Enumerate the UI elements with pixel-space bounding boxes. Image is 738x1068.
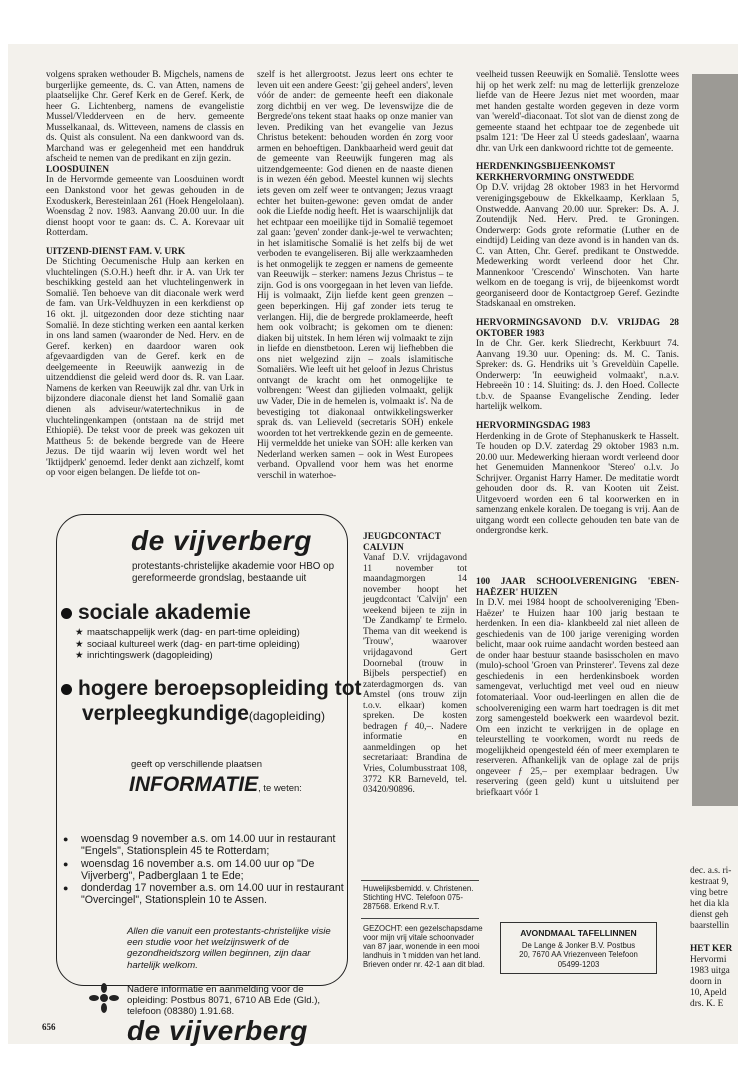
list-item: ★ sociaal kultureel werk (dag- en part-time opleiding)	[75, 638, 300, 650]
adjacent-fragment: HET KER	[690, 944, 733, 954]
separator-line	[361, 880, 479, 881]
adjacent-fragment: kestraat 9,	[690, 877, 729, 887]
adjacent-page-photo	[692, 74, 738, 806]
adjacent-fragment: doorn in	[690, 977, 722, 987]
adjacent-fragment: 10, Apeld	[690, 988, 727, 998]
huwelijk-ad-text: Huwelijksbemidd. v. Christenen. Stichting HVC. Telefoon 075-287568. Erkend R.v.T.	[363, 884, 474, 912]
ad-order-info: Nadere informatie en aanmelding voor de opleiding: Postbus 8071, 6710 AB Ede (Gld.), telefoon (08380) 1.91.68.	[127, 984, 321, 1018]
gezocht-ad-text: GEZOCHT: een gezelschapsdame voor mijn vrij vitale schoonvader van 87 jaar, wonende in een mooi landhuis in 't midden van het land. Brieven onder nr. 42-1 aan dit blad.	[363, 924, 485, 970]
ad-hbo-line1: hogere beroepsopleiding tot	[61, 677, 362, 701]
column-3	[476, 70, 679, 860]
avondmaal-ad	[500, 922, 657, 974]
avondmaal-title: AVONDMAAL TAFELLINNEN	[520, 928, 637, 938]
heading-hervormingsdag: HERVORMINGSDAG 1983	[476, 420, 591, 431]
col1-uitzend: De Stichting Oecumenische Hulp aan kerken en vluchtelingen (S.O.H.) heeft dhr. ir A. van Urk ter beschikking gesteld aan het vluchtelingenwerk in Somalië. Ten behoeve van dit diaconale werk werd de fam. van Urk-Veldhuyzen in een kerkdienst op 16 okt. jl. uitgezonden door deze stichting naar Somalië. In deze stichting werken een aantal kerken in ons land samen (waaronder de Ned. Herv. en de Geref. kerken) en daardoor waren ook afgevaardigden van de Geref. kerk en de deelgemeente in Reeuwijk aanwezig in de uitzenddienst die geleid werd door ds. R. van Laar. Namens de kerken van Reeuwijk zal dhr. van Urk in bijzondere diaconale dienst het land Somalië gaan dienen als adviseur/watertechnikus in de vluchtelingenkampen (ontstaan na de strijd met Ethiopië). De tekst voor de preek was gekozen uit Mattheus 5: de bekende bergrede van de Heere Jezus. De tijd waarin wij leven wordt wel het 'Iktijdperk' genoemd. Ieder denkt aan zichzelf, komt op voor eigen belangen. De liefde tot on-	[46, 257, 244, 479]
list-item: ★ inrichtingswerk (dagopleiding)	[75, 650, 213, 662]
column-jeugdcontact	[363, 532, 467, 796]
col3-sliedrecht: In de Chr. Ger. kerk Sliedrecht, Kerkbuurt 74. Aanvang 19.30 uur. Opening: ds. M. C. Tanis. Spreker: ds. G. Hendriks uit 's Greveldùin Capelle. Onderwerp: 'In eeuwigheid volmaakt', n.a.v. Hebreeën 10 : 14. Sluiting: ds. J. den Hoed. Collecte t.b.v. de Spaanse Evangelische Zending. Ieder hartelijk welkom.	[476, 339, 679, 413]
adjacent-fragment: Hervormi	[690, 955, 727, 965]
list-item: ★ maatschappelijk werk (dag- en part-time opleiding)	[75, 627, 300, 638]
separator-line	[361, 918, 479, 919]
column-1	[46, 70, 244, 479]
col3-intro: veelheid tussen Reeuwijk en Somalië. Tenslotte wees hij op het werk zelf: nu mag de letterlijk grenzeloze liefde van de Heere Jezus niet met woorden, maar met handen gestalte worden gegeven in deze vorm van 'wereld'-diaconaat. Tot slot van de dienst zong de gemeente staand het echtpaar toe de zegenbede uit psalm 121: 'De Heer zal U steeds gadeslaan', waarna dhr. van Urk een dankwoord richtte tot de gemeente.	[476, 70, 679, 154]
col3-huizen: In D.V. mei 1984 hoopt de schoolvereniging 'Eben- Haëzer' te Huizen haar 100 jarig bestaan te herdenken. In een dia- klankbeeld zal niet alleen de geschiedenis van de 100 jarige vereniging worden belicht, maar ook ruime aandacht worden besteed aan de onder haar bestuur staande basisscholen en mavo (mulo)-school 'Groen van Prinsterer'. Tevens zal deze geschiedenis in een herdenkinsboek worden samengevat, verluchtigd met veel oud en nieuw fotomateriaal. Voor oud-leerlingen en allen die de schoolvereniging een warm hart toedragen is dit met zorg samengesteld boekwerk een waardevol bezit. Om een inzicht te verkrijgen in de oplage en teleurstelling te voorkomen, wordt nu reeds de mogelijkheid opengesteld één of meer exemplaren te reserveren. Afhankelijk van de oplage zal de prijs ongeveer ƒ 25,– per exemplaar bedragen. Uw reservering (geen geld) kunt u uitsluitend per briefkaart vóór 1	[476, 598, 679, 798]
sociale-label: sociale akademie	[78, 601, 251, 624]
adjacent-fragment: baarstellin	[690, 921, 730, 931]
star-icon: ★	[75, 638, 84, 650]
adjacent-fragment: het dia kla	[690, 899, 730, 909]
adjacent-fragment: 1983 uitga	[690, 966, 730, 976]
col3-hasselt: Herdenking in de Grote of Stephanuskerk te Hasselt. Te houden op D.V. zaterdag 29 oktober 1983 n.m. 20.00 uur. Medewerking hieraan wordt verleend door het Genemuiden Mannenkoor 'Stereo' o.l.v. Jo Schrijver. Organist Harry Hamer. De meditatie wordt gehouden door ds. R. van Kooten uit Zeist. Uitgevoerd worden een 6 tal koorwerken en in samenzang enkele koralen. De toegang is vrij. Aan de uitgang wordt een collecte gehouden ten bate van de ondergrondse kerk.	[476, 431, 679, 537]
adjacent-fragment: ving betre	[690, 888, 728, 898]
flower-emblem-icon	[89, 983, 119, 1013]
vijverberg-logo-top: de vijverberg	[131, 525, 312, 556]
adjacent-fragment: drs. K. E	[690, 999, 724, 1009]
bullet-icon	[61, 608, 72, 619]
date-item: ● woensdag 16 november a.s. om 14.00 uur op "De Vijverberg", Padberglaan 1 te Ede;	[61, 858, 347, 883]
heading-herdenkingsbijeenkomst: HERDENKINGSBIJEENKOMST KERKHERVORMING ONSTWEDDE	[476, 162, 635, 183]
sociale-items	[75, 627, 345, 662]
ad-geeft-op: geeft op verschillende plaatsen	[131, 759, 262, 770]
col1-loosduinen: In de Hervormde gemeente van Loosduinen wordt een Dankstond voor het gewas gehouden in de Exoduskerk, Beresteinlaan 261 (Hoek Hengelolaan). Woensdag 2 nov. 1983. Aanvang 20.00 uur. In die dienst hoopt voor te gaan: ds. C. A. Korevaar uit Rotterdam.	[46, 175, 244, 239]
col1-intro: volgens spraken wethouder B. Migchels, namens de burgerlijke gemeente, ds. C. van Atten, namens de plaatselijke Chr. Geref Kerk en de Geref. Kerk, de heer G. Lichtenberg, namens de evangelistie Mussel/Vledderveen en de herv. gemeente Musselkanaal, ds. Witteveen, namens de classis en ds. Quist als consulent. Na een dankwoord van ds. Marchand was er gelegenheid met een handdruk afscheid te nemen van de predikant en zijn gezin.	[46, 70, 244, 165]
adjacent-fragment: dec. a.s. ri-	[690, 866, 732, 876]
date-item: ● donderdag 17 november a.s. om 14.00 uur in restaurant "Overcingel", Stationsplein 10 te Assen.	[61, 882, 347, 907]
bullet-icon	[61, 684, 72, 695]
column-2	[257, 70, 453, 481]
ad-sociale-akademie	[61, 601, 251, 625]
heading-loosduinen: LOOSDUINEN	[46, 164, 110, 175]
col2-text: szelf is het allergrootst. Jezus leert ons echter te leven uit een andere Geest: 'gij geheel anders', leven vóór de ander: de gemeente heeft een diakonale zorg dichtbij en ver weg. De levenswijze die de Bergrede'ons tekent staat haaks op onze manier van leven. Prediking van het evangelie van Jezus Christus betekent: behouden worden én zorg voor armen en behoeftigen. Dankbaarheid werd geuit dat de gemeente van Reeuwijk fungeren mag als uitzendgemeente: God dienen en de naaste dienen is in wezen één gebod. Meestel kunnen wij slechts iets geven om zelf weer te ontvangen; Jezus vraagt echter het buiten-gewone: geven omdat de ander ook die Liefde nodig heeft. Het is waarschijnlijk dat het echtpaar een moeilijke tijd in Somalië tegemoet zal gaan: 'geven' zonder dank-je-wel te verwachten; in het islamitische Somalië is het zelfs bij de wet verboden te evangeliseren. Bij alle werkzaamheden is het onmogelijk te zeggen er namens de gemeente van Reeuwijk – sterker: namens Jezus Christus – te zijn. God is ons voorgegaan in het leven van liefde. Hij is volmaakt, Zijn liefde kent geen grenzen – geen beperkingen. Hij gaf zonder iets terug te verlangen. Hij, die de bergrede proklameerde, heeft hem ook volbracht; is gekomen om te dienen: diaken bij uitstek. In hem léren wij volmaakt te zijn in liefde en dienstbetoon. Leren wij liefhebben die ons niet welgezind zijn – zoals islamitische Somaliërs. Wie leeft uit het geloof in Jezus Christus ontvangt de kracht om het onmogelijke te volbrengen: 'Weest dan gijlieden volmaakt, gelijk uw Vader, Die in de hemelen is, volmaakt is'. Na de bevestiging tot diakonaal ontwikkelingswerker sprak ds. van Lelieveld (secretaris SOH) enkele woorden tot het vertrekkende gezin en de gemeente. Hij vermeldde het unieke van SOH: alle kerken van Nederland werken samen – ook in West Europees verband. Opvallend voor hem was het enorme verschil in waterhoe-	[257, 70, 453, 481]
star-icon: ★	[75, 627, 84, 638]
ad-tagline: protestants-christelijke akademie voor HBO op gereformeerde grondslag, bestaande uit	[132, 561, 335, 584]
date-item: ● woensdag 9 november a.s. om 14.00 uur in restaurant "Engels", Stationsplein 45 te Rotterdam;	[61, 833, 347, 858]
adjacent-fragment: dienst geh	[690, 910, 729, 920]
page-number: 656	[42, 1022, 56, 1032]
ad-informatie: INFORMATIE, te weten:	[129, 773, 302, 796]
vijverberg-logo-bottom: de vijverberg	[127, 1015, 308, 1046]
ad-hbo-line2: verpleegkundige(dagopleiding)	[82, 702, 325, 725]
col3-onstwedde: Op D.V. vrijdag 28 oktober 1983 in het Hervormd verenigingsgebouw de Ekkelkaamp, Kerklaan 5, Onstwedde. Aanvang 20.00 uur. Spreker: Ds. A. J. Zoutendijk Ned. Herv. Pred. te Groningen. Onderwerp: Gods grote reformatie (Luther en de eindtijd) Leiding van deze avond is in handen van ds. C. van Atten, Chr. Geref. predikant te Onstwedde. Medewerking wordt verleend door het Chr. Mannenkoor 'Crescendo' Winschoten. Van harte welkom en de toegang is vrij, de bijeenkomst wordt georganiseerd door de Kontactgroep Geref. Gezindte Stadskanaal en omstreken.	[476, 183, 679, 310]
ad-welcome-text: Allen die vanuit een protestants-christelijke visie een studie voor het welzijnswerk of de gezondheidszorg willen beginnen, zijn daar hartelijk welkom.	[127, 926, 331, 971]
gezocht-ad	[363, 924, 487, 969]
heading-jeugdcontact: JEUGDCONTACT CALVIJN	[363, 532, 441, 553]
vijverberg-advertisement	[56, 514, 362, 1046]
heading-hervormingsavond: HERVORMINGSAVOND D.V. VRIJDAG 28 OKTOBER 1983	[476, 318, 679, 339]
star-icon: ★	[75, 650, 84, 662]
jeugdcontact-text: Vanaf D.V. vrijdagavond 11 november tot maandagmorgen 14 november hoopt het jeugdcontact 'Calvijn' een weekend bijeen te zijn in 'De Zandkamp' te Ermelo. Thema van dit weekend is 'Trouw', waarover vrijdagavond Gert Doornebal (trouw in Bijbels perspectief) en zaterdagmorgen ds. van Amstel (ons trouw zijn t.o.v. elkaar) komen spreken. De kosten bedragen ƒ 40,–. Nadere informatie en aanmeldingen op het secretariaat: Brandina de Vries, Columbusstraat 108, 3772 KR Barneveld, tel. 03420/90896.	[363, 553, 467, 796]
heading-schoolvereniging: 100 JAAR SCHOOLVERENIGING 'EBEN-HAËZER' HUIZEN	[476, 576, 679, 598]
ad-dates	[61, 833, 347, 907]
huwelijk-ad	[363, 884, 475, 911]
heading-uitzend-dienst: UITZEND-DIENST FAM. V. URK	[46, 246, 186, 257]
avondmaal-text: De Lange & Jonker B.V. Postbus 20, 7670 AA Vriezenveen Telefoon 05499-1203	[519, 941, 638, 969]
